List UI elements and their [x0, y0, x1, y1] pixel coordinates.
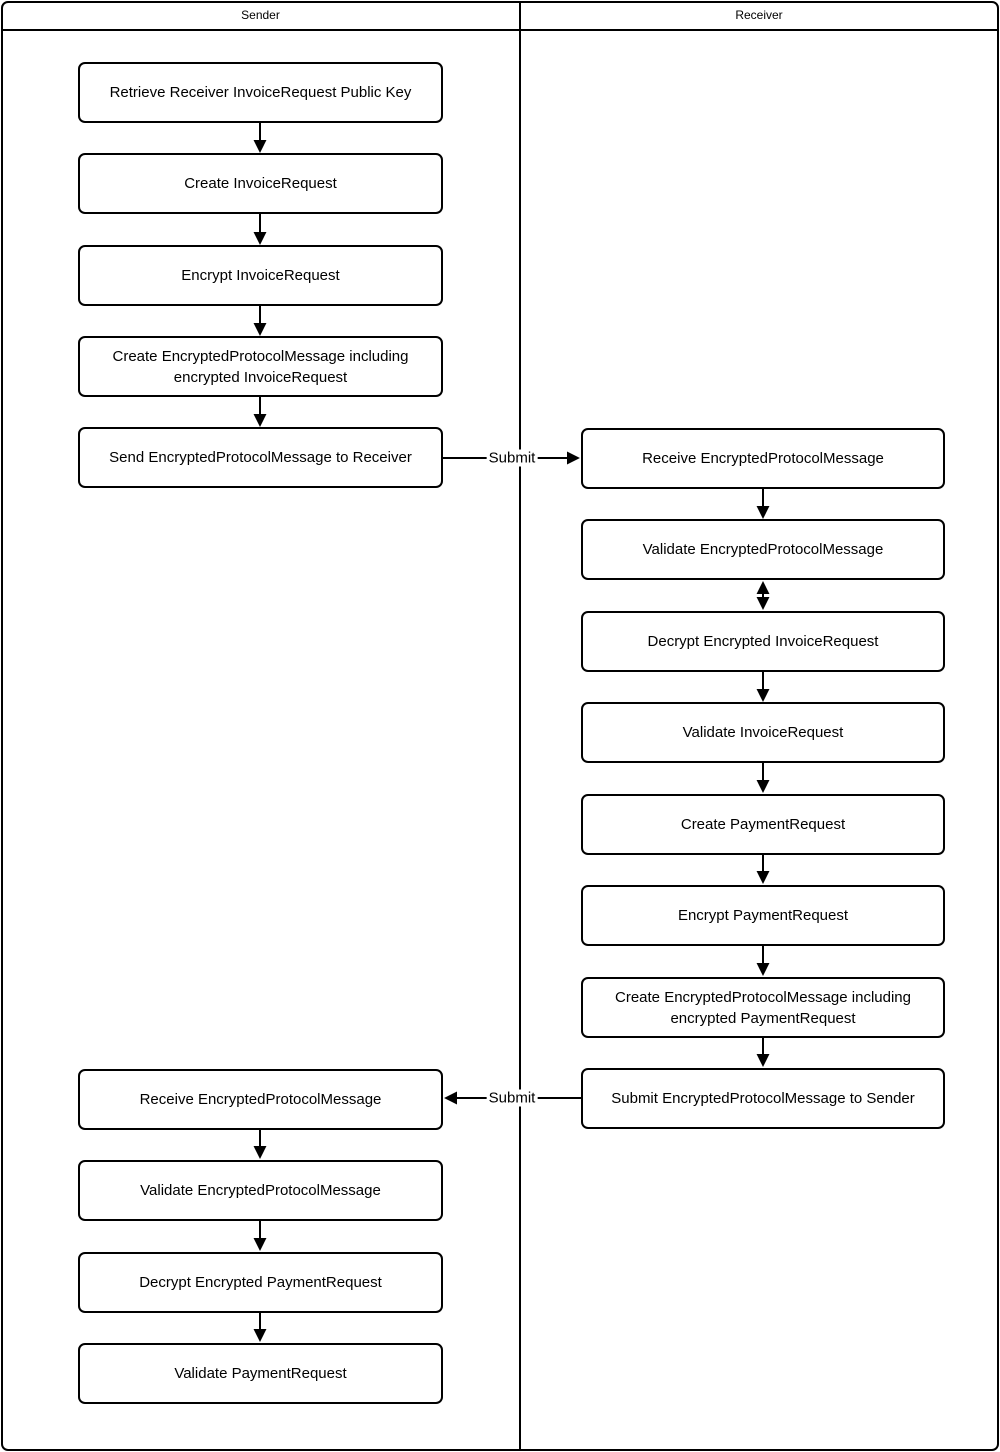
step-sender-receive-epm: Receive EncryptedProtocolMessage	[78, 1069, 443, 1130]
step-receiver-validate-epm: Validate EncryptedProtocolMessage	[581, 519, 945, 580]
step-submit-epm-to-sender: Submit EncryptedProtocolMessage to Sender	[581, 1068, 945, 1129]
lane-title-receiver: Receiver	[735, 7, 783, 22]
lane-divider-line	[519, 2, 521, 1450]
step-decrypt-encrypted-paymentrequest: Decrypt Encrypted PaymentRequest	[78, 1252, 443, 1313]
step-create-invoicerequest: Create InvoiceRequest	[78, 153, 443, 214]
step-send-epm-to-receiver: Send EncryptedProtocolMessage to Receiver	[78, 427, 443, 488]
step-encrypt-invoicerequest: Encrypt InvoiceRequest	[78, 245, 443, 306]
step-validate-invoicerequest: Validate InvoiceRequest	[581, 702, 945, 763]
step-create-paymentrequest: Create PaymentRequest	[581, 794, 945, 855]
header-divider-line	[2, 29, 998, 31]
submit-label-top: Submit	[488, 449, 536, 467]
step-receiver-receive-epm: Receive EncryptedProtocolMessage	[581, 428, 945, 489]
submit-label-bottom: Submit	[488, 1089, 536, 1107]
lane-title-sender: Sender	[241, 7, 280, 22]
step-retrieve-receiver-public-key: Retrieve Receiver InvoiceRequest Public Key	[78, 62, 443, 123]
step-encrypt-paymentrequest: Encrypt PaymentRequest	[581, 885, 945, 946]
step-decrypt-encrypted-invoicerequest: Decrypt Encrypted InvoiceRequest	[581, 611, 945, 672]
lane-header-sender	[2, 0, 519, 29]
step-create-epm-paymentrequest: Create EncryptedProtocolMessage including encrypted PaymentRequest	[581, 977, 945, 1038]
step-validate-paymentrequest: Validate PaymentRequest	[78, 1343, 443, 1404]
step-create-epm-invoicerequest: Create EncryptedProtocolMessage including encrypted InvoiceRequest	[78, 336, 443, 397]
lane-header-receiver	[521, 0, 997, 29]
step-sender-validate-epm: Validate EncryptedProtocolMessage	[78, 1160, 443, 1221]
